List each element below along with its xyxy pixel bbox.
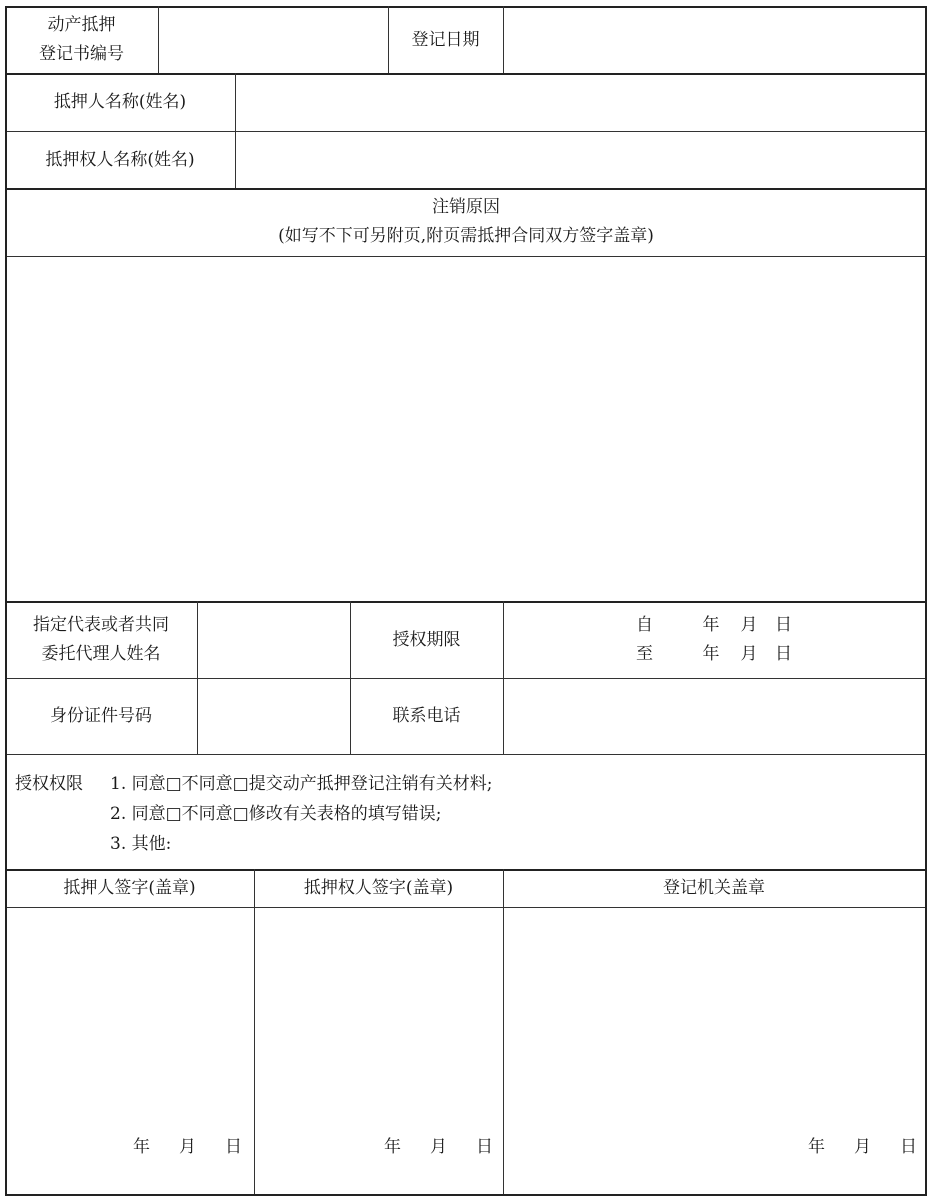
- phone-field[interactable]: [504, 679, 924, 753]
- label-line: 委托代理人姓名: [41, 643, 161, 664]
- period-to-row: [636, 640, 792, 669]
- mortgagor-name-field[interactable]: [236, 74, 924, 130]
- day-label: 日: [775, 643, 792, 664]
- year-label: 年: [702, 643, 720, 664]
- mortgagee-sign-date: [384, 1132, 496, 1162]
- registration-number-label: [5, 6, 158, 73]
- day-label: 日: [775, 614, 792, 635]
- day-label: 日: [476, 1137, 493, 1157]
- authority-seal-label: 登记机关盖章: [663, 878, 765, 898]
- authorization-period-field[interactable]: [503, 601, 925, 678]
- spacer: [15, 829, 110, 859]
- cancel-reason-header: [5, 188, 927, 256]
- label-line: 指定代表或者共同: [33, 614, 169, 635]
- authorization-scope: [15, 769, 492, 859]
- registration-date-label: 登记日期: [411, 29, 480, 50]
- period-to-word: 至: [636, 643, 653, 664]
- mortgagee-signature-label: 抵押权人签字(盖章): [303, 878, 454, 898]
- rule: [5, 256, 927, 257]
- rule-right: [925, 6, 927, 1196]
- month-label: 月: [854, 1137, 871, 1157]
- day-label: 日: [900, 1137, 917, 1157]
- label-line: 动产抵押: [47, 14, 116, 35]
- authorization-item-text: 2. 同意□不同意□修改有关表格的填写错误;: [110, 804, 442, 824]
- rule: [5, 907, 927, 908]
- mortgagee-name-label: 抵押权人名称(姓名): [45, 149, 195, 170]
- cancel-reason-note: (如写不下可另附页,附页需抵押合同双方签字盖章): [278, 226, 654, 246]
- agent-name-field[interactable]: [198, 602, 349, 677]
- mortgagor-sign-date: [133, 1132, 245, 1162]
- authorization-item[interactable]: [15, 769, 492, 799]
- month-label: 月: [430, 1137, 447, 1157]
- rule-bottom: [5, 1194, 927, 1196]
- authorization-item[interactable]: [15, 799, 492, 829]
- month-label: 月: [740, 643, 758, 664]
- cancel-reason-field[interactable]: [7, 258, 924, 600]
- month-label: 月: [179, 1137, 196, 1157]
- phone-label: 联系电话: [392, 706, 461, 726]
- registration-number-field[interactable]: [159, 7, 387, 72]
- id-number-label: 身份证件号码: [50, 706, 152, 726]
- authorization-scope-label: 授权权限: [15, 774, 83, 794]
- registration-date-field[interactable]: [504, 7, 924, 72]
- year-label: 年: [384, 1137, 401, 1157]
- rule: [5, 754, 927, 755]
- spacer: [15, 799, 110, 829]
- year-label: 年: [133, 1137, 150, 1157]
- cancellation-form: [5, 6, 927, 1196]
- mortgagor-name-label: 抵押人名称(姓名): [53, 92, 187, 112]
- day-label: 日: [225, 1137, 242, 1157]
- year-label: 年: [808, 1137, 825, 1157]
- month-label: 月: [740, 614, 758, 635]
- mortgagee-name-field[interactable]: [236, 132, 924, 187]
- mortgagor-signature-label: 抵押人签字(盖章): [63, 878, 196, 898]
- agent-name-label: [5, 601, 197, 678]
- authorization-item-text: 3. 其他:: [110, 834, 172, 854]
- authority-seal-date: [808, 1132, 920, 1162]
- cancel-reason-title: 注销原因: [432, 197, 500, 217]
- period-from-word: 自: [636, 614, 653, 635]
- id-number-field[interactable]: [198, 679, 349, 753]
- authorization-item[interactable]: [15, 829, 492, 859]
- authorization-period-label: 授权期限: [392, 629, 461, 650]
- authorization-item-text: 1. 同意□不同意□提交动产抵押登记注销有关材料;: [110, 774, 493, 794]
- label-line: 登记书编号: [39, 43, 124, 64]
- period-from-row: [636, 611, 792, 640]
- year-label: 年: [702, 614, 720, 635]
